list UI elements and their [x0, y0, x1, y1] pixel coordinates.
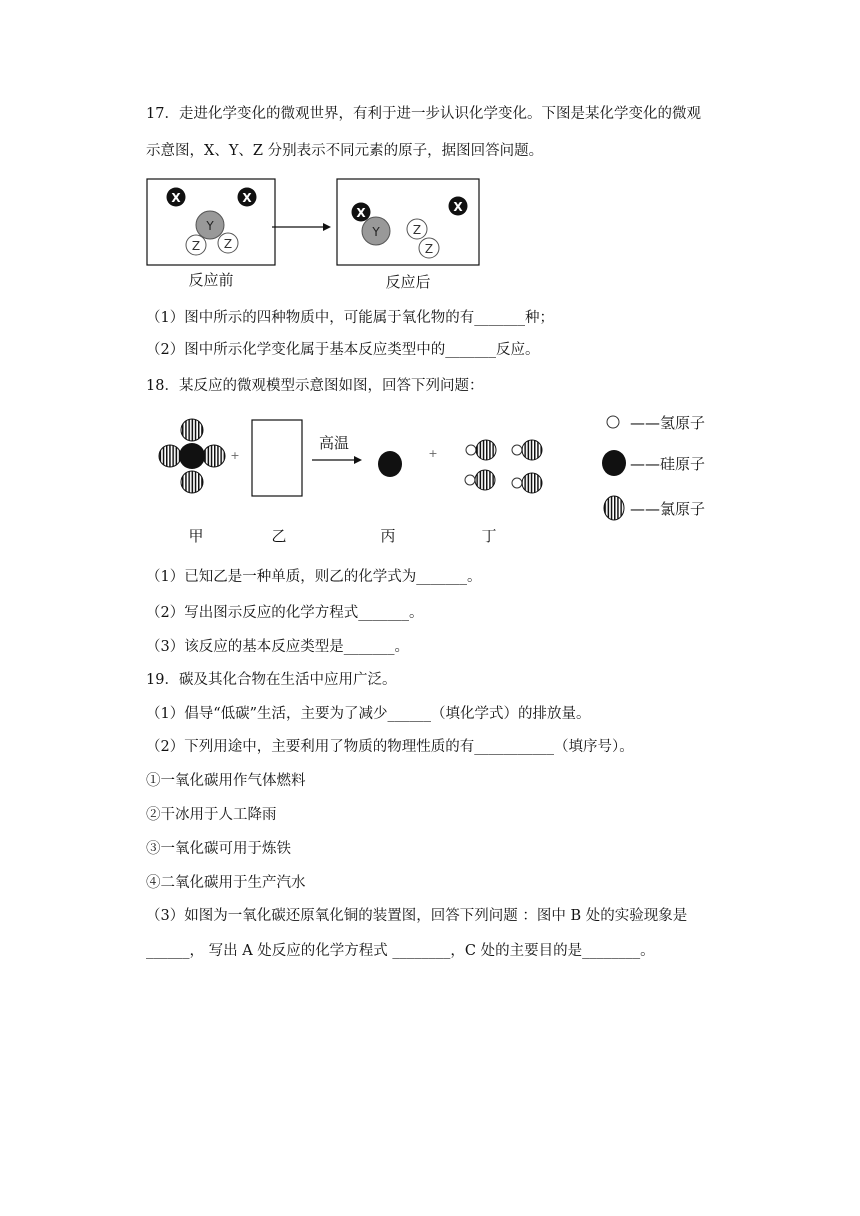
q19-option-4: ④二氧化碳用于生产汽水: [146, 875, 306, 891]
svg-text:X: X: [171, 191, 181, 205]
q19-stem: 19．碳及其化合物在生活中应用广泛。: [146, 672, 397, 688]
svg-text:+: +: [428, 447, 438, 460]
q18-diagram: [150, 408, 720, 548]
svg-text:——氢原子: ——氢原子: [630, 414, 706, 432]
q17-stem-line2: 示意图，X、Y、Z 分别表示不同元素的原子，据图回答问题。: [146, 143, 544, 159]
svg-text:X: X: [242, 191, 252, 205]
yi-box: [252, 420, 302, 496]
q17-stem-line1: 17．走进化学变化的微观世界，有利于进一步认识化学变化。下图是某化学变化的微观: [146, 106, 701, 122]
label-after: 反应后: [385, 273, 431, 291]
legend-si-atom: [602, 450, 626, 476]
svg-text:X: X: [453, 200, 463, 214]
si-atom: [378, 451, 402, 477]
si-atom: [179, 443, 205, 469]
q18-sub2: （2）写出图示反应的化学方程式_______。: [146, 605, 424, 621]
svg-text:X: X: [356, 206, 366, 220]
legend-cl-atom: [604, 496, 624, 520]
svg-text:Z: Z: [412, 223, 422, 237]
q18-sub1: （1）已知乙是一种单质，则乙的化学式为_______。: [146, 569, 482, 585]
after-box: [337, 179, 479, 265]
svg-text:乙: 乙: [271, 527, 287, 545]
svg-text:Z: Z: [424, 242, 434, 256]
q18-sub3: （3）该反应的基本反应类型是_______。: [146, 639, 409, 655]
svg-text:甲: 甲: [188, 527, 204, 545]
q19-sub3-line1: （3）如图为一氧化碳还原氧化铜的装置图，回答下列问题 ：图中 B 处的实验现象是: [146, 908, 688, 924]
legend-h-atom: [607, 416, 619, 428]
q17-sub2: （2）图中所示化学变化属于基本反应类型中的_______反应。: [146, 342, 540, 358]
svg-text:丁: 丁: [481, 527, 497, 545]
svg-text:Y: Y: [372, 225, 380, 239]
svg-text:——氯原子: ——氯原子: [630, 500, 706, 518]
q17-sub1: （1）图中所示的四种物质中，可能属于氧化物的有_______种；: [146, 310, 554, 326]
q19-option-1: ①一氧化碳用作气体燃料: [146, 773, 306, 789]
q19-option-3: ③一氧化碳可用于炼铁: [146, 841, 291, 857]
svg-text:——硅原子: ——硅原子: [630, 455, 706, 473]
svg-text:+: +: [230, 449, 240, 462]
q19-sub3-line2: ______， 写出 A 处反应的化学方程式 ________，C 处的主要目的是________。: [146, 943, 655, 959]
svg-text:Z: Z: [223, 237, 233, 251]
q19-sub1: （1）倡导“低碳”生活，主要为了减少______（填化学式）的排放量。: [146, 706, 591, 722]
q19-sub2: （2）下列用途中，主要利用了物质的物理性质的有___________（填序号）。: [146, 739, 634, 755]
q17-diagram: [140, 172, 490, 297]
svg-text:Z: Z: [191, 239, 201, 253]
q18-stem: 18．某反应的微观模型示意图如图，回答下列问题：: [146, 378, 484, 394]
svg-text:Y: Y: [206, 219, 214, 233]
condition-label: 高温: [318, 434, 350, 452]
q19-option-2: ②干冰用于人工降雨: [146, 807, 277, 823]
label-before: 反应前: [188, 271, 234, 289]
svg-text:丙: 丙: [380, 527, 396, 545]
